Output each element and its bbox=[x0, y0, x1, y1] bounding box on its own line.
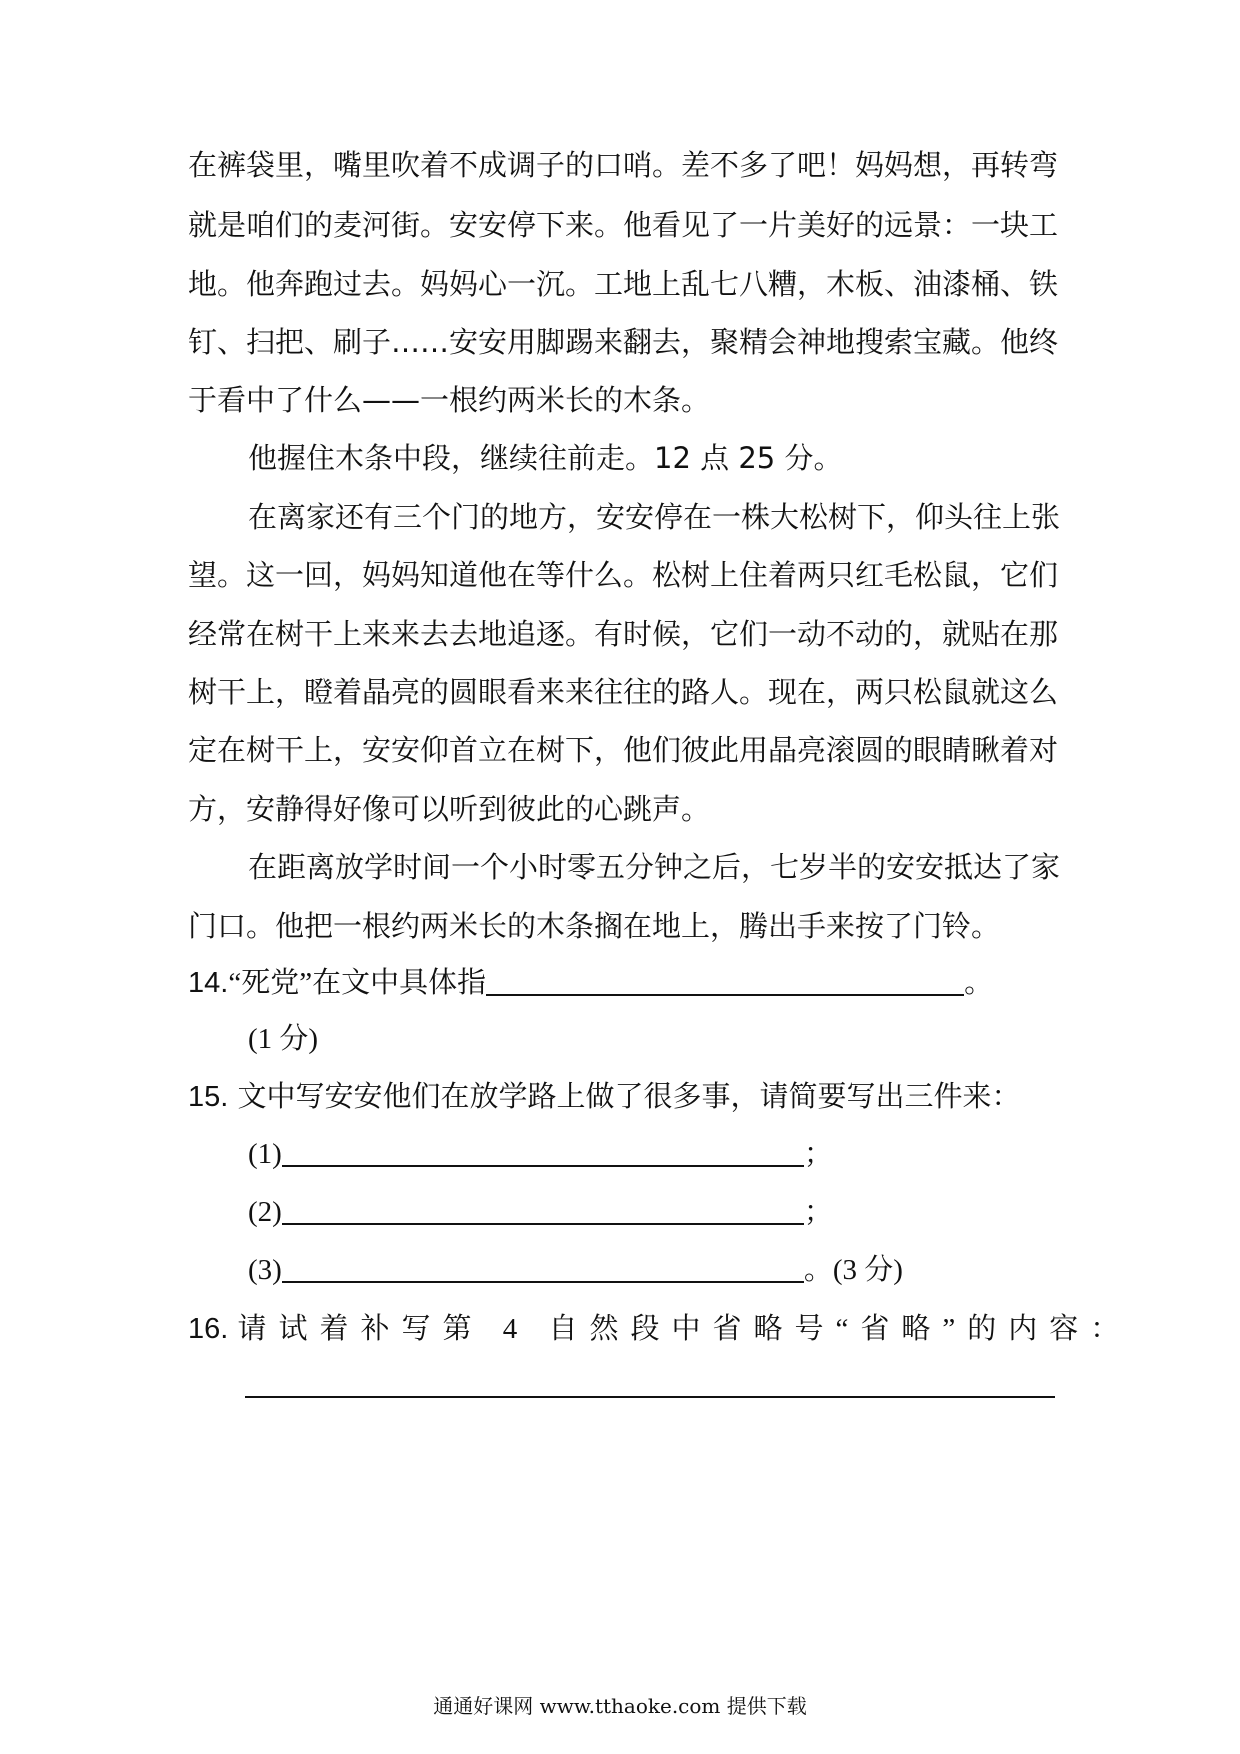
answer-blank[interactable] bbox=[282, 1253, 804, 1283]
passage-line: 方，安静得好像可以听到彼此的心跳声。 bbox=[188, 792, 711, 826]
question-number: 16. bbox=[188, 1313, 229, 1345]
question-end: 。 bbox=[964, 967, 994, 999]
passage-line: 望。这一回，妈妈知道他在等什么。松树上住着两只红毛松鼠，它们 bbox=[188, 558, 1059, 592]
passage-line: 树干上，瞪着晶亮的圆眼看来来往往的路人。现在，两只松鼠就这么 bbox=[188, 675, 1059, 709]
item-label: (3) bbox=[248, 1254, 282, 1286]
answer-rule[interactable] bbox=[245, 1396, 1055, 1398]
answer-line-3 bbox=[248, 1250, 903, 1290]
item-label: (2) bbox=[248, 1196, 282, 1228]
passage-line: 钉、扫把、刷子……安安用脚踢来翻去，聚精会神地搜索宝藏。他终 bbox=[188, 325, 1059, 359]
item-end: ； bbox=[803, 1138, 833, 1170]
question-number: 15. bbox=[188, 1081, 229, 1113]
question-14 bbox=[188, 962, 993, 1003]
question-16 bbox=[188, 1308, 1131, 1349]
question-number: 14. bbox=[188, 967, 229, 999]
question-15 bbox=[188, 1076, 1021, 1117]
answer-blank[interactable] bbox=[486, 966, 964, 996]
question-text: 请试着补写第 4 自然段中省略号“省略”的内容： bbox=[237, 1313, 1132, 1345]
question-text: 文中写安安他们在放学路上做了很多事，请简要写出三件来： bbox=[237, 1081, 1021, 1113]
passage-line: 于看中了什么——一根约两米长的木条。 bbox=[188, 383, 711, 417]
answer-line-2 bbox=[248, 1192, 833, 1232]
passage-line: 地。他奔跑过去。妈妈心一沉。工地上乱七八糟，木板、油漆桶、铁 bbox=[188, 267, 1059, 301]
passage-line: 门口。他把一根约两米长的木条搁在地上，腾出手来按了门铃。 bbox=[188, 909, 1001, 943]
passage-line: 在距离放学时间一个小时零五分钟之后，七岁半的安安抵达了家 bbox=[248, 850, 1061, 884]
passage-line: 经常在树干上来来去去地追逐。有时候，它们一动不动的，就贴在那 bbox=[188, 617, 1059, 651]
footer-text: 通通好课网 www.tthaoke.com 提供下载 bbox=[433, 1694, 807, 1718]
passage-line: 他握住木条中段，继续往前走。12 点 25 分。 bbox=[248, 441, 843, 475]
answer-line-1 bbox=[248, 1134, 833, 1174]
passage-line: 在离家还有三个门的地方，安安停在一株大松树下，仰头往上张 bbox=[248, 500, 1061, 534]
item-end: 。(3 分) bbox=[803, 1254, 903, 1286]
score-label: (1 分) bbox=[248, 1023, 319, 1055]
item-label: (1) bbox=[248, 1138, 282, 1170]
answer-blank[interactable] bbox=[282, 1195, 804, 1225]
item-end: ； bbox=[803, 1196, 833, 1228]
passage-line: 在裤袋里，嘴里吹着不成调子的口哨。差不多了吧！妈妈想，再转弯 bbox=[188, 148, 1059, 182]
passage-line: 就是咱们的麦河街。安安停下来。他看见了一片美好的远景：一块工 bbox=[188, 208, 1059, 242]
question-text: “死党”在文中具体指 bbox=[228, 967, 487, 999]
answer-blank[interactable] bbox=[282, 1137, 804, 1167]
passage-line: 定在树干上，安安仰首立在树下，他们彼此用晶亮滚圆的眼睛瞅着对 bbox=[188, 733, 1059, 767]
